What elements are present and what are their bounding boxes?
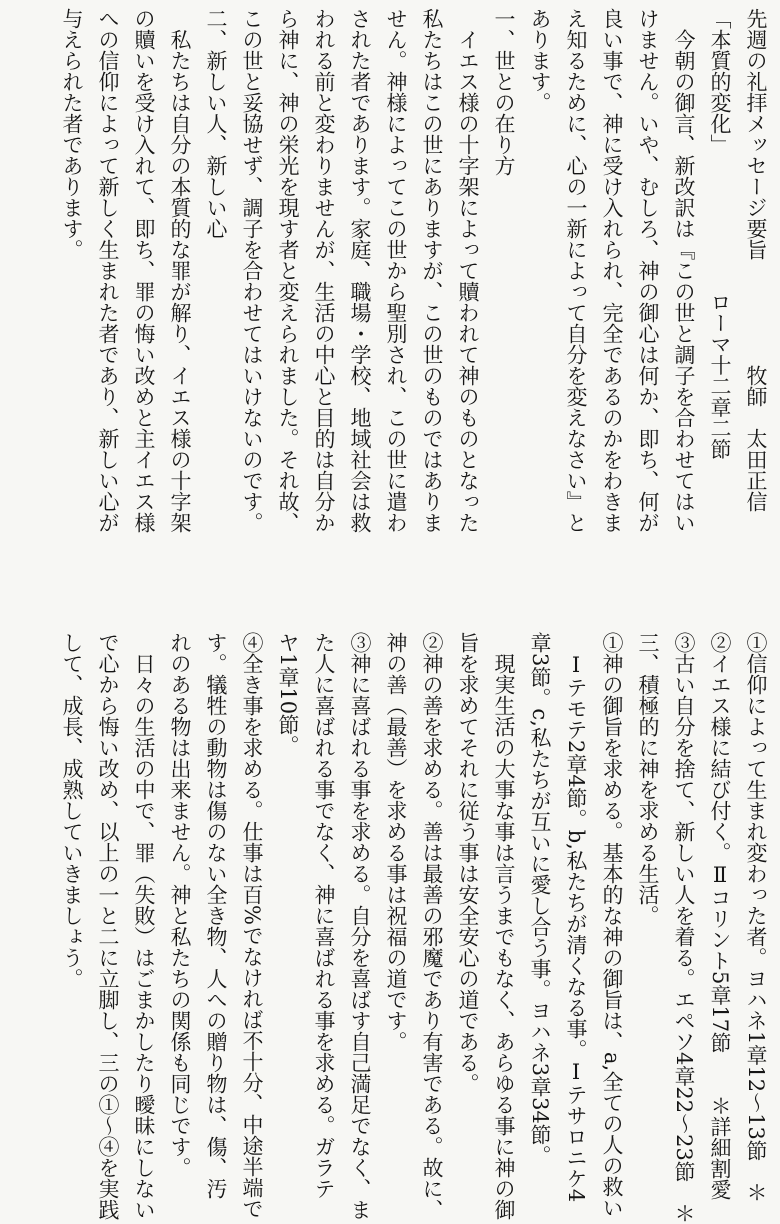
bottom-text-line: で心から悔い改め、以上の一と二に立脚し、三の①～④を実践 — [96, 632, 120, 1220]
top-text-line: された者であります。家庭、職場・学校、地域社会は救 — [348, 8, 372, 533]
top-text-line: 私たちは自分の本質的な罪が解り、イエス様の十字架 — [168, 29, 192, 533]
bottom-text-line: 三、積極的に神を求める生活。 — [636, 632, 660, 926]
top-text-line: 「本質的変化」 ローマ十二章二節 — [708, 8, 732, 460]
top-text-line: え知るために、心の一新によって自分を変えなさい』と — [564, 8, 588, 533]
top-text-line: 良い事で、神に受け入れられ、完全であるのかをわきま — [600, 8, 624, 533]
sermon-summary-bottom — [0, 632, 780, 1224]
bottom-text-line: ④全き事を求める。仕事は百%でなければ不十分、中途半端で — [240, 632, 264, 1219]
bottom-text-line: 章3節。c,私たちが互いに愛し合う事。ヨハネ3章34節。 — [528, 632, 552, 1166]
bottom-text-line: 現実生活の大事な事は言うまでもなく、あらゆる事に神の御 — [492, 653, 516, 1220]
bottom-text-line: ②神の善を求める。善は最善の邪魔であり有害である。故に、 — [420, 632, 444, 1220]
bottom-text-line: Ⅰテモテ2章4節。b,私たちが清くなる事。Ⅰテサロニケ4 — [564, 653, 588, 1203]
top-text-line: の贖いを受け入れて、即ち、罪の悔い改めと主イエス様 — [132, 8, 156, 533]
bottom-text-line: 旨を求めてそれに従う事は安全安心の道である。 — [456, 632, 480, 1094]
top-text-line: 今朝の御言、新改訳は『この世と調子を合わせてはい — [672, 29, 696, 533]
bottom-text-line: 神の善（最善）を求める事は祝福の道です。 — [384, 632, 408, 1052]
top-text-line: ら神に、神の栄光を現す者と変えられました。それ故、 — [276, 8, 300, 533]
bottom-text-line: す。犠牲の動物は傷のない全き物、人への贈り物は、傷、汚 — [204, 632, 228, 1199]
bottom-text-line: 日々の生活の中で、罪（失敗）はごまかしたり曖昧にしない — [132, 653, 156, 1220]
bottom-text-line: ヤ1章10節。 — [276, 632, 300, 757]
top-text-line: 与えられた者であります。 — [60, 8, 84, 260]
top-text-line: この世と妥協せず、調子を合わせてはいけないのです。 — [240, 8, 264, 533]
top-text-line: 私たちはこの世にありますが、この世のものではありま — [420, 8, 444, 533]
top-text-line: イエス様の十字架によって贖われて神のものとなった — [456, 29, 480, 533]
top-text-line: 先週の礼拝メッセージ要旨 牧師 太田正信 — [744, 8, 768, 512]
bottom-text-line: ①神の御旨を求める。基本的な神の御旨は、a,全ての人の救い — [600, 632, 624, 1219]
bottom-text-line: た人に喜ばれる事でなく、神に喜ばれる事を求める。ガラテ — [312, 632, 336, 1199]
top-text-line: 二、新しい人、新しい心 — [204, 8, 228, 239]
top-text-line: への信仰によって新しく生まれた者であり、新しい心が — [96, 8, 120, 533]
sermon-summary-top — [0, 8, 780, 618]
top-text-line: けません。いや、むしろ、神の御心は何か、即ち、何が — [636, 8, 660, 533]
top-text-line: せん。神様によってこの世から聖別され、この世に遣わ — [384, 8, 408, 533]
top-text-line: 一、世との在り方 — [492, 8, 516, 176]
bottom-text-line: れのある物は出来ません。神と私たちの関係も同じです。 — [168, 632, 192, 1178]
bottom-text-line: ①信仰によって生まれ変わった者。ヨハネ1章12～13節 ＊ — [744, 632, 768, 1203]
top-text-line: あります。 — [528, 8, 552, 113]
bottom-text-line: ③古い自分を捨て、新しい人を着る。エペソ4章22～23節 ＊ — [672, 632, 696, 1224]
top-text-line: われる前と変わりませんが、生活の中心と目的は自分か — [312, 8, 336, 533]
bottom-text-line: して、成長、成熟していきましょう。 — [60, 632, 84, 989]
bottom-text-line: ②イエス様に結び付く。Ⅱコリント5章17節 ＊詳細割愛 — [708, 632, 732, 1201]
bottom-text-line: ③神に喜ばれる事を求める。自分を喜ばす自己満足でなく、ま — [348, 632, 372, 1220]
